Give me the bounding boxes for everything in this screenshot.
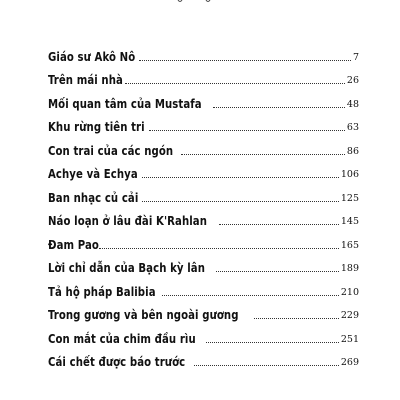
toc-entry[interactable] bbox=[48, 346, 359, 370]
toc-entry-title: Lời chỉ dẫn của Bạch kỳ lân bbox=[48, 260, 205, 275]
toc-entry-title: Khu rừng tiên tri bbox=[48, 119, 145, 134]
toc-dot-leader bbox=[213, 106, 345, 108]
toc-entry-page: 86 bbox=[346, 145, 359, 157]
toc-entry-page: 63 bbox=[346, 122, 359, 133]
toc-dot-leader bbox=[139, 59, 351, 61]
toc-dot-leader bbox=[181, 153, 345, 155]
toc-entry[interactable] bbox=[48, 64, 359, 88]
toc-entry[interactable] bbox=[48, 228, 359, 252]
toc-entry-title: Con mắt của chim đầu rìu bbox=[48, 330, 196, 346]
toc-dot-leader bbox=[142, 200, 338, 202]
toc-entry-page: 269 bbox=[340, 357, 359, 368]
toc-entry[interactable] bbox=[48, 322, 359, 346]
toc-dot-leader bbox=[142, 176, 339, 178]
toc-entry-title: Đam Pao bbox=[48, 236, 99, 252]
toc-entry-title: Tả hộ pháp Balibia bbox=[48, 283, 156, 299]
toc-entry-title: Náo loạn ở lâu đài K'Rahlan bbox=[48, 213, 208, 228]
toc-entry-title: Giáo sư Akô Nô bbox=[48, 48, 136, 64]
toc-dot-leader bbox=[206, 341, 339, 343]
toc-entry-title: Mối quan tâm của Mustafa bbox=[48, 95, 202, 111]
toc-dot-leader bbox=[216, 270, 338, 272]
toc-entry[interactable] bbox=[48, 252, 359, 276]
toc-entry-page: 165 bbox=[340, 239, 359, 251]
toc-entry[interactable] bbox=[48, 158, 359, 182]
toc-entry[interactable] bbox=[48, 134, 359, 158]
toc-entry[interactable] bbox=[48, 275, 359, 299]
toc-dot-leader bbox=[194, 364, 338, 366]
toc-entry-page: 125 bbox=[340, 192, 359, 204]
toc-dot-leader bbox=[99, 247, 339, 249]
toc-dot-leader bbox=[219, 223, 339, 225]
page-top-mark bbox=[176, 0, 212, 4]
toc-dot-leader bbox=[149, 129, 344, 131]
toc-entry-title: Trên mái nhà bbox=[48, 72, 123, 87]
toc-entry-title: Trong gương và bên ngoài gương bbox=[48, 307, 239, 322]
toc-entry[interactable] bbox=[48, 181, 359, 205]
toc-entry-title: Con trai của các ngón bbox=[48, 142, 174, 158]
toc-dot-leader bbox=[162, 294, 339, 296]
toc-entry[interactable] bbox=[48, 205, 359, 229]
toc-entry[interactable] bbox=[48, 40, 359, 64]
toc-entry-page: 145 bbox=[340, 216, 359, 227]
toc-entry[interactable] bbox=[48, 87, 359, 111]
toc-entry[interactable] bbox=[48, 111, 359, 135]
toc-entry[interactable] bbox=[48, 299, 359, 323]
toc-dot-leader bbox=[125, 82, 345, 84]
toc-entry-page: 189 bbox=[340, 263, 359, 274]
table-of-contents bbox=[48, 40, 359, 369]
toc-entry-title: Achye và Echya bbox=[48, 166, 138, 181]
toc-entry-page: 251 bbox=[340, 333, 359, 345]
toc-entry-title: Ban nhạc củ cải bbox=[48, 189, 139, 205]
toc-entry-title: Cái chết được báo trước bbox=[48, 354, 186, 369]
toc-entry-page: 26 bbox=[346, 75, 359, 86]
toc-entry-page: 106 bbox=[340, 169, 359, 180]
toc-entry-page: 229 bbox=[340, 310, 359, 321]
toc-dot-leader bbox=[254, 317, 339, 319]
toc-entry-page: 210 bbox=[340, 286, 359, 298]
toc-entry-page: 48 bbox=[346, 98, 359, 110]
toc-entry-page: 7 bbox=[352, 51, 359, 63]
